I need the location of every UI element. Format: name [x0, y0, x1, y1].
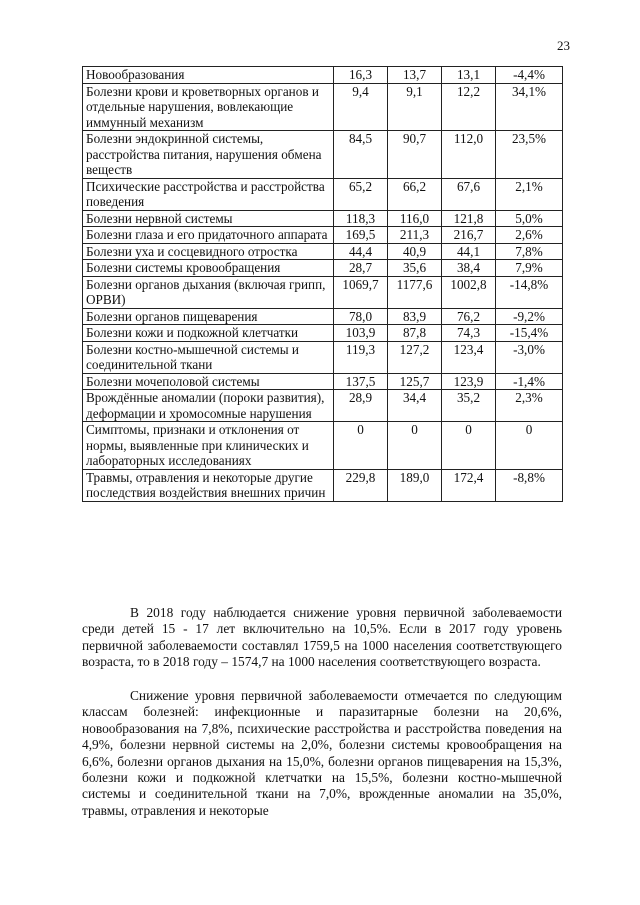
value-2016: 78,0: [334, 308, 388, 325]
value-2018: 67,6: [442, 178, 496, 210]
change-percent: 0: [496, 422, 563, 470]
table-row: [83, 83, 563, 131]
value-2017: 87,8: [388, 325, 442, 342]
table-row: [83, 67, 563, 84]
table-row: [83, 178, 563, 210]
value-2016: 84,5: [334, 131, 388, 179]
value-2016: 28,7: [334, 260, 388, 277]
change-percent: -8,8%: [496, 469, 563, 501]
table-row: [83, 243, 563, 260]
change-percent: 2,3%: [496, 390, 563, 422]
value-2017: 34,4: [388, 390, 442, 422]
row-label: Симптомы, признаки и отклонения от нормы, выявленные при клинических и лабораторных исследованиях: [83, 422, 334, 470]
table-row: [83, 373, 563, 390]
value-2018: 0: [442, 422, 496, 470]
row-label: Болезни органов пищеварения: [83, 308, 334, 325]
value-2018: 123,9: [442, 373, 496, 390]
row-label: Болезни уха и сосцевидного отростка: [83, 243, 334, 260]
value-2016: 103,9: [334, 325, 388, 342]
value-2016: 44,4: [334, 243, 388, 260]
value-2016: 9,4: [334, 83, 388, 131]
value-2016: 118,3: [334, 210, 388, 227]
value-2018: 172,4: [442, 469, 496, 501]
value-2016: 16,3: [334, 67, 388, 84]
paragraph-1-text: В 2018 году наблюдается снижение уровня первичной заболеваемости среди детей 15 - 17 лет включительно на 10,5%. Если в 2017 году уровень первичной заболеваемости составлял 1759,5 на 1000 населения соответствующего возраста, то в 2018 году – 1574,7 на 1000 населения соответствующего возраста.: [82, 605, 562, 670]
row-label: Болезни глаза и его придаточного аппарата: [83, 227, 334, 244]
value-2017: 116,0: [388, 210, 442, 227]
value-2018: 74,3: [442, 325, 496, 342]
table-row: [83, 131, 563, 179]
value-2017: 189,0: [388, 469, 442, 501]
value-2018: 216,7: [442, 227, 496, 244]
value-2017: 125,7: [388, 373, 442, 390]
page-number: 23: [557, 38, 570, 53]
value-2016: 28,9: [334, 390, 388, 422]
change-percent: -15,4%: [496, 325, 563, 342]
value-2017: 0: [388, 422, 442, 470]
row-label: Болезни эндокринной системы, расстройства питания, нарушения обмена веществ: [83, 131, 334, 179]
row-label: Травмы, отравления и некоторые другие последствия воздействия внешних причин: [83, 469, 334, 501]
table-row: [83, 341, 563, 373]
change-percent: 7,9%: [496, 260, 563, 277]
value-2017: 13,7: [388, 67, 442, 84]
row-label: Новообразования: [83, 67, 334, 84]
value-2018: 38,4: [442, 260, 496, 277]
row-label: Болезни нервной системы: [83, 210, 334, 227]
table-row: [83, 325, 563, 342]
value-2016: 65,2: [334, 178, 388, 210]
value-2017: 1177,6: [388, 276, 442, 308]
table-row: [83, 260, 563, 277]
value-2016: 119,3: [334, 341, 388, 373]
change-percent: -14,8%: [496, 276, 563, 308]
table-row: [83, 308, 563, 325]
value-2018: 123,4: [442, 341, 496, 373]
value-2017: 40,9: [388, 243, 442, 260]
table-row: [83, 210, 563, 227]
row-label: Психические расстройства и расстройства поведения: [83, 178, 334, 210]
value-2018: 12,2: [442, 83, 496, 131]
row-label: Болезни костно-мышечной системы и соединительной ткани: [83, 341, 334, 373]
change-percent: -4,4%: [496, 67, 563, 84]
change-percent: 7,8%: [496, 243, 563, 260]
row-label: Болезни крови и кроветворных органов и отдельные нарушения, вовлекающие иммунный механизм: [83, 83, 334, 131]
value-2017: 35,6: [388, 260, 442, 277]
row-label: Болезни мочеполовой системы: [83, 373, 334, 390]
value-2018: 35,2: [442, 390, 496, 422]
value-2016: 1069,7: [334, 276, 388, 308]
change-percent: 34,1%: [496, 83, 563, 131]
change-percent: -1,4%: [496, 373, 563, 390]
paragraph-2: [82, 688, 562, 819]
value-2017: 211,3: [388, 227, 442, 244]
table-row: [83, 227, 563, 244]
paragraph-2-text: Снижение уровня первичной заболеваемости отмечается по следующим классам болезней: инфекционные и паразитарные болезни на 20,6%, новообразования на 7,8%, психические расстройства и расстройства поведения на 4,9%, болезни нервной системы на 2,0%, болезни системы кровообращения на 6,6%, болезни органов дыхания на 15,0%, болезни органов пищеварения на 15,3%, болезни кожи и подкожной клетчатки на 15,5%, болезни костно-мышечной системы и соединительной ткани на 7,0%, врожденные аномалии на 35,0%, травмы, отравления и некоторые: [82, 688, 562, 818]
change-percent: 5,0%: [496, 210, 563, 227]
change-percent: -9,2%: [496, 308, 563, 325]
value-2017: 83,9: [388, 308, 442, 325]
row-label: Болезни системы кровообращения: [83, 260, 334, 277]
value-2018: 76,2: [442, 308, 496, 325]
value-2016: 169,5: [334, 227, 388, 244]
value-2017: 9,1: [388, 83, 442, 131]
value-2018: 13,1: [442, 67, 496, 84]
value-2018: 121,8: [442, 210, 496, 227]
value-2016: 229,8: [334, 469, 388, 501]
change-percent: 2,1%: [496, 178, 563, 210]
row-label: Болезни кожи и подкожной клетчатки: [83, 325, 334, 342]
value-2018: 44,1: [442, 243, 496, 260]
value-2018: 112,0: [442, 131, 496, 179]
change-percent: -3,0%: [496, 341, 563, 373]
row-label: Болезни органов дыхания (включая грипп, ОРВИ): [83, 276, 334, 308]
morbidity-table: [82, 66, 563, 502]
value-2018: 1002,8: [442, 276, 496, 308]
table-row: [83, 390, 563, 422]
value-2017: 90,7: [388, 131, 442, 179]
table-row: [83, 276, 563, 308]
value-2016: 0: [334, 422, 388, 470]
value-2016: 137,5: [334, 373, 388, 390]
value-2017: 66,2: [388, 178, 442, 210]
change-percent: 23,5%: [496, 131, 563, 179]
value-2017: 127,2: [388, 341, 442, 373]
row-label: Врождённые аномалии (пороки развития), деформации и хромосомные нарушения: [83, 390, 334, 422]
paragraph-1: [82, 605, 562, 671]
table-row: [83, 469, 563, 501]
change-percent: 2,6%: [496, 227, 563, 244]
table-row: [83, 422, 563, 470]
